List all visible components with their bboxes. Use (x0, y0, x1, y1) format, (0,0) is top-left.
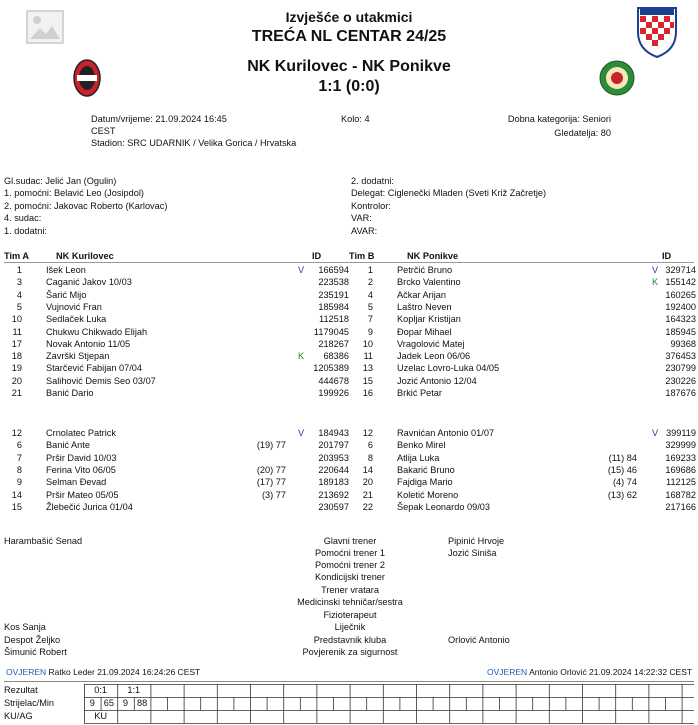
player-number: 8 (367, 452, 373, 463)
result-score-cell: 0:1 (94, 685, 107, 695)
player-name: Salihović Demis Seo 03/07 (46, 375, 156, 386)
verification-divider (4, 681, 694, 682)
player-name: Fajdiga Mario (397, 477, 453, 488)
player-number: 9 (367, 326, 373, 337)
player-number: 5 (367, 301, 373, 312)
player-role-flag: K (652, 277, 659, 288)
team-b-player-row (0, 375, 698, 387)
player-number: 16 (362, 388, 373, 398)
team-header-divider (4, 262, 694, 263)
player-id: 203953 (318, 452, 349, 463)
team-b-staff-member: Orlović Antonio (448, 635, 510, 645)
player-name: Brkić Petar (397, 388, 442, 398)
player-number: 19 (11, 363, 22, 374)
match-datetime: Datum/vrijeme: 21.09.2024 16:45 (91, 114, 227, 124)
player-number: 3 (16, 277, 22, 288)
scorer-cell: 65 (103, 698, 114, 708)
scorer-cell: 88 (136, 698, 148, 708)
player-id: 164323 (665, 314, 696, 325)
match-title: NK Kurilovec - NK Ponikve (247, 58, 451, 75)
player-id: 230597 (318, 501, 349, 512)
player-number: 14 (362, 464, 373, 475)
match-timezone: CEST (91, 126, 116, 136)
team-b-player-row (0, 439, 698, 451)
player-id: 168782 (665, 489, 696, 500)
team-b-name: NK Ponikve (407, 251, 459, 261)
team-b-player-row (0, 289, 698, 301)
staff-role: Pomoćni trener 2 (315, 560, 385, 570)
player-id: 68386 (323, 351, 349, 362)
player-number: 7 (367, 314, 373, 325)
player-number: 4 (16, 289, 22, 300)
team-b-player-row (0, 387, 698, 399)
player-id: 160265 (665, 289, 696, 300)
player-name: Kopljar Kristijan (397, 314, 461, 325)
official-right: VAR: (351, 213, 372, 224)
player-name: Brcko Valentino (397, 277, 461, 288)
player-id: 230226 (665, 375, 696, 386)
player-id: 218267 (318, 338, 349, 349)
official-right: Kontrolor: (351, 200, 391, 211)
player-id: 1205389 (313, 363, 349, 374)
result-score-cell: 1:1 (127, 685, 141, 695)
player-name: Šepak Leonardo 09/03 (397, 501, 490, 512)
player-name: Ferina Vito 06/05 (46, 464, 116, 475)
player-name: Jadek Leon 06/06 (397, 351, 471, 362)
substitution-info: (19) 77 (256, 440, 286, 451)
team-b-player-row (0, 362, 698, 374)
player-number: 14 (11, 489, 22, 500)
player-id: 223538 (318, 277, 349, 288)
player-number: 11 (12, 326, 22, 337)
official-right: AVAR: (351, 225, 378, 236)
official-left: 1. dodatni: (4, 225, 47, 236)
player-number: 13 (362, 363, 373, 374)
player-number: 12 (362, 428, 373, 438)
player-number: 18 (11, 351, 22, 362)
player-name: Bakarić Bruno (397, 464, 455, 475)
team-a-name: NK Kurilovec (56, 251, 114, 261)
team-a-label: Tim A (4, 251, 30, 261)
player-name: Crnolatec Patrick (46, 428, 116, 438)
official-left: 4. sudac: (4, 213, 42, 224)
team-b-player-row (0, 350, 698, 362)
player-name: Išek Leon (46, 265, 86, 275)
team-b-player-row (0, 452, 698, 464)
player-number: 11 (363, 351, 373, 362)
player-number: 20 (11, 375, 22, 386)
player-id: 166594 (318, 265, 349, 275)
player-number: 20 (362, 477, 373, 488)
staff-role: Glavni trener (323, 536, 377, 546)
player-role-flag: K (298, 351, 305, 362)
player-name: Koletić Moreno (397, 489, 459, 500)
substitution-info: (17) 77 (256, 477, 286, 488)
player-name: Đopar Mihael (397, 326, 452, 337)
player-number: 2 (367, 277, 373, 288)
team-a-staff-member: Harambašić Senad (4, 536, 83, 546)
team-a-staff-member: Šimunić Robert (4, 647, 67, 657)
ku-ag-cell: KU (94, 711, 107, 721)
official-right: 2. dodatni: (351, 176, 394, 186)
team-b-player-row (0, 326, 698, 338)
player-role-flag: V (652, 428, 659, 438)
player-id: 184943 (318, 428, 349, 438)
substitution-info: (20) 77 (256, 464, 286, 475)
player-id: 189183 (318, 477, 349, 488)
staff-role: Fizioterapeut (323, 610, 377, 620)
staff-role: Liječnik (334, 622, 366, 632)
player-name: Banić Ante (46, 440, 90, 451)
competition-title: TREĆA NL CENTAR 24/25 (251, 28, 447, 45)
player-number: 8 (16, 464, 22, 475)
result-row-label: Rezultat (4, 685, 38, 695)
staff-role: Kondicijski trener (315, 572, 385, 582)
player-name: Ravnićan Antonio 01/07 (397, 428, 495, 438)
team-b-player-row (0, 476, 698, 488)
player-number: 10 (362, 338, 373, 349)
player-number: 15 (11, 501, 22, 512)
player-name: Starčević Fabijan 07/04 (46, 363, 143, 374)
player-id: 155142 (665, 277, 696, 288)
player-role-flag: V (298, 428, 305, 438)
player-number: 4 (367, 289, 373, 300)
player-id: 230799 (665, 363, 696, 374)
staff-role: Medicinski tehničar/sestra (297, 597, 403, 607)
team-b-player-row (0, 313, 698, 325)
team-b-player-row (0, 338, 698, 350)
player-id: 192400 (665, 301, 696, 312)
team-b-player-row (0, 501, 698, 513)
team-b-player-row (0, 301, 698, 313)
player-name: Pršir Mateo 05/05 (46, 489, 119, 500)
player-number: 7 (16, 452, 22, 463)
player-name: Sedlaček Luka (46, 314, 107, 325)
result-row-label: Strijelac/Min (4, 698, 55, 708)
substitution-info: (11) 84 (608, 452, 637, 463)
player-name: Atlija Luka (397, 452, 440, 463)
official-left: Gl.sudac: Jelić Jan (Ogulin) (4, 176, 117, 186)
player-name: Selman Đevad (46, 477, 107, 488)
player-name: Chukwu Chikwado Elijah (46, 326, 148, 337)
player-number: 10 (11, 314, 22, 325)
player-id: 185945 (665, 326, 696, 337)
player-id: 169233 (665, 452, 696, 463)
team-a-id-header: ID (312, 251, 322, 261)
player-id: 444678 (318, 375, 349, 386)
team-b-player-row (0, 464, 698, 476)
age-category: Dobna kategorija: Seniori (507, 114, 611, 124)
official-left: 1. pomoćni: Belavić Leo (Josipdol) (4, 188, 144, 199)
player-number: 15 (362, 375, 373, 386)
player-name: Laštro Neven (397, 301, 452, 312)
player-id: 187676 (665, 388, 696, 398)
verified-status: OVJEREN (6, 667, 47, 677)
team-a-staff-member: Despot Željko (4, 635, 61, 645)
player-number: 12 (11, 428, 22, 438)
verification-right (487, 667, 692, 677)
player-id: 376453 (665, 351, 696, 362)
player-name: Banić Dario (46, 388, 94, 398)
player-number: 17 (11, 338, 22, 349)
player-id: 112518 (319, 314, 349, 325)
player-number: 6 (16, 440, 22, 451)
match-round: Kolo: 4 (341, 114, 370, 124)
player-role-flag: V (652, 265, 659, 275)
player-name: Žlebečić Jurica 01/04 (46, 501, 133, 512)
team-b-label: Tim B (349, 251, 375, 261)
player-number: 1 (367, 265, 373, 275)
substitution-info: (15) 46 (607, 464, 637, 475)
player-number: 6 (367, 440, 373, 451)
player-id: 235191 (318, 289, 349, 300)
player-id: 329714 (665, 265, 696, 275)
staff-role: Pomoćni trener 1 (315, 548, 385, 558)
team-b-id-header: ID (662, 251, 672, 261)
player-id: 220644 (318, 464, 349, 475)
player-id: 199926 (318, 388, 349, 398)
player-name: Petrčić Bruno (397, 265, 453, 275)
team-b-staff-member: Pipinić Hrvoje (448, 536, 505, 546)
substitution-info: (3) 77 (261, 489, 286, 500)
substitution-info: (4) 74 (612, 477, 637, 488)
player-number: 21 (11, 388, 22, 398)
player-id: 169686 (665, 464, 696, 475)
verified-by: Ratko Leder 21.09.2024 16:24:26 CEST (48, 667, 201, 677)
player-name: Novak Antonio 11/05 (46, 338, 131, 349)
verified-by: Antonio Orlović 21.09.2024 14:22:32 CEST (529, 667, 693, 677)
player-id: 201797 (318, 440, 349, 451)
official-right: Delegat: Ciglenečki Mladen (Sveti Križ Začretje) (351, 188, 547, 199)
scorer-cell: 9 (122, 698, 129, 708)
verification-left (6, 667, 200, 677)
player-id: 99368 (670, 338, 696, 349)
staff-role: Povjerenik za sigurnost (302, 647, 398, 657)
player-name: Pršir David 10/03 (46, 452, 117, 463)
verified-status: OVJEREN (487, 667, 528, 677)
result-row-label: KU/AG (4, 711, 33, 721)
team-a-staff-member: Kos Sanja (4, 622, 46, 632)
team-b-player-row (0, 276, 698, 288)
player-id: 185984 (318, 301, 349, 312)
staff-role: Predstavnik kluba (313, 635, 387, 645)
player-number: 9 (16, 477, 22, 488)
team-b-player-row (0, 264, 698, 276)
match-score: 1:1 (0:0) (318, 78, 380, 95)
team-b-staff-member: Jozić Siniša (448, 548, 497, 558)
player-id: 329999 (665, 440, 696, 451)
player-name: Završki Stjepan (46, 351, 110, 362)
player-name: Jozić Antonio 12/04 (397, 375, 477, 386)
scorer-cell: 9 (89, 698, 95, 708)
player-number: 21 (362, 489, 373, 500)
player-id: 217166 (665, 501, 696, 512)
player-name: Vragolović Matej (397, 338, 465, 349)
player-name: Šarić Mijo (46, 289, 87, 300)
player-id: 112125 (666, 477, 696, 488)
player-id: 399119 (666, 428, 696, 438)
team-b-player-row (0, 489, 698, 501)
player-number: 5 (16, 301, 22, 312)
player-number: 1 (16, 265, 22, 275)
player-name: Vujnović Fran (46, 301, 102, 312)
player-name: Benko Mirel (397, 440, 446, 451)
player-name: Ačkar Arijan (397, 289, 447, 300)
spectators: Gledatelja: 80 (554, 128, 611, 138)
report-title: Izvješće o utakmici (285, 9, 413, 25)
player-number: 22 (362, 501, 373, 512)
team-b-player-row (0, 427, 698, 439)
result-grid-lines (84, 684, 694, 725)
match-stadium: Stadion: SRC UDARNIK / Velika Gorica / Hrvatska (91, 138, 297, 148)
substitution-info: (13) 62 (607, 489, 637, 500)
player-role-flag: V (298, 265, 305, 275)
staff-role: Trener vratara (321, 585, 379, 595)
player-id: 1179045 (313, 326, 349, 337)
player-id: 213692 (318, 489, 349, 500)
official-left: 2. pomoćni: Jakovac Roberto (Karlovac) (4, 200, 168, 211)
player-name: Uzelac Lovro-Luka 04/05 (397, 363, 500, 374)
player-name: Caganić Jakov 10/03 (46, 277, 132, 288)
